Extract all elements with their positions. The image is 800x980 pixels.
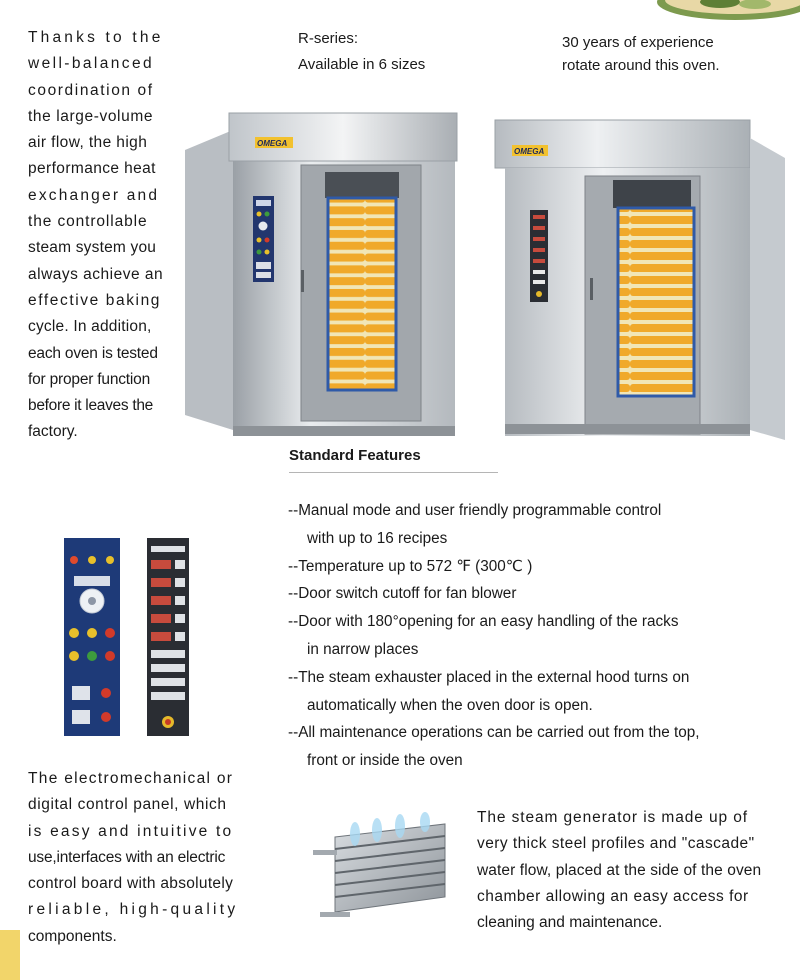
control-panel-paragraph [28, 766, 252, 950]
oven-brand-label: OMEGA [514, 147, 545, 156]
experience-line: rotate around this oven. [562, 57, 720, 74]
oven-brand-label: OMEGA [257, 139, 288, 148]
intro-line: coordination of [28, 81, 154, 99]
intro-line: factory. [28, 423, 78, 441]
control-panel-photo-digital [147, 538, 189, 736]
control-panel-line: control board with absolutely [28, 875, 234, 893]
oven-photo-digital [490, 118, 790, 443]
intro-line: the large-volume [28, 107, 154, 125]
control-panel-line: components. [28, 927, 117, 945]
oven-photo-electromechanical [185, 110, 460, 440]
control-panel-photo-electromechanical [64, 538, 120, 736]
feature-line: with up to 16 recipes [307, 529, 448, 547]
steam-paragraph [477, 805, 783, 936]
feature-line: --Door switch cutoff for fan blower [288, 585, 517, 603]
intro-line: performance heat [28, 160, 156, 178]
steam-line: chamber allowing an easy access for [477, 887, 749, 905]
feature-line: --Temperature up to 572 ℉ (300℃ ) [288, 557, 533, 575]
intro-line: effective baking [28, 291, 162, 309]
steam-generator-photo [305, 812, 455, 932]
feature-item [288, 580, 788, 608]
feature-line: --The steam exhauster placed in the external hood turns on [288, 668, 690, 686]
steam-line: very thick steel profiles and "cascade" [477, 835, 755, 853]
control-panel-line: is easy and intuitive to [28, 822, 234, 840]
intro-paragraph [28, 25, 174, 446]
feature-line: in narrow places [307, 640, 419, 658]
experience-line: 30 years of experience [562, 34, 714, 51]
feature-line: --All maintenance operations can be carried out from the top, [288, 724, 700, 742]
rseries-caption [298, 27, 478, 76]
features-list [288, 497, 788, 775]
control-panel-line: reliable, high-quality [28, 901, 239, 919]
rseries-line: R-series: [298, 30, 359, 47]
control-panel-line: use,interfaces with an electric [28, 848, 226, 866]
feature-item [288, 553, 788, 581]
intro-line: air flow, the high [28, 134, 148, 152]
steam-line: water flow, placed at the side of the oven [477, 861, 762, 879]
feature-item [288, 497, 788, 553]
feature-item [288, 664, 788, 720]
intro-line: before it leaves the [28, 397, 153, 415]
feature-line: --Manual mode and user friendly programmable control [288, 502, 662, 519]
feature-item [288, 608, 788, 664]
steam-line: The steam generator is made up of [477, 809, 748, 826]
steam-line: cleaning and maintenance. [477, 914, 663, 932]
food-photo-fragment [640, 0, 800, 22]
features-title: Standard Features [289, 447, 421, 464]
feature-line: front or inside the oven [307, 752, 463, 770]
control-panel-line: The electromechanical or [28, 770, 234, 787]
intro-line: well-balanced [28, 55, 154, 73]
intro-line: the controllable [28, 213, 148, 231]
page-tab-decoration [0, 930, 20, 980]
feature-line: --Door with 180°opening for an easy handling of the racks [288, 613, 679, 631]
intro-line: cycle. In addition, [28, 318, 152, 336]
intro-line: exchanger and [28, 186, 160, 204]
intro-line: steam system you [28, 239, 157, 257]
intro-line: Thanks to the [28, 29, 164, 46]
rseries-line: Available in 6 sizes [298, 56, 426, 73]
feature-item [288, 719, 788, 775]
control-panel-line: digital control panel, which [28, 796, 227, 814]
experience-caption [562, 31, 762, 77]
feature-line: automatically when the oven door is open. [307, 696, 593, 714]
intro-line: always achieve an [28, 265, 164, 283]
intro-line: each oven is tested [28, 344, 158, 362]
features-divider [289, 472, 498, 473]
intro-line: for proper function [28, 370, 150, 388]
